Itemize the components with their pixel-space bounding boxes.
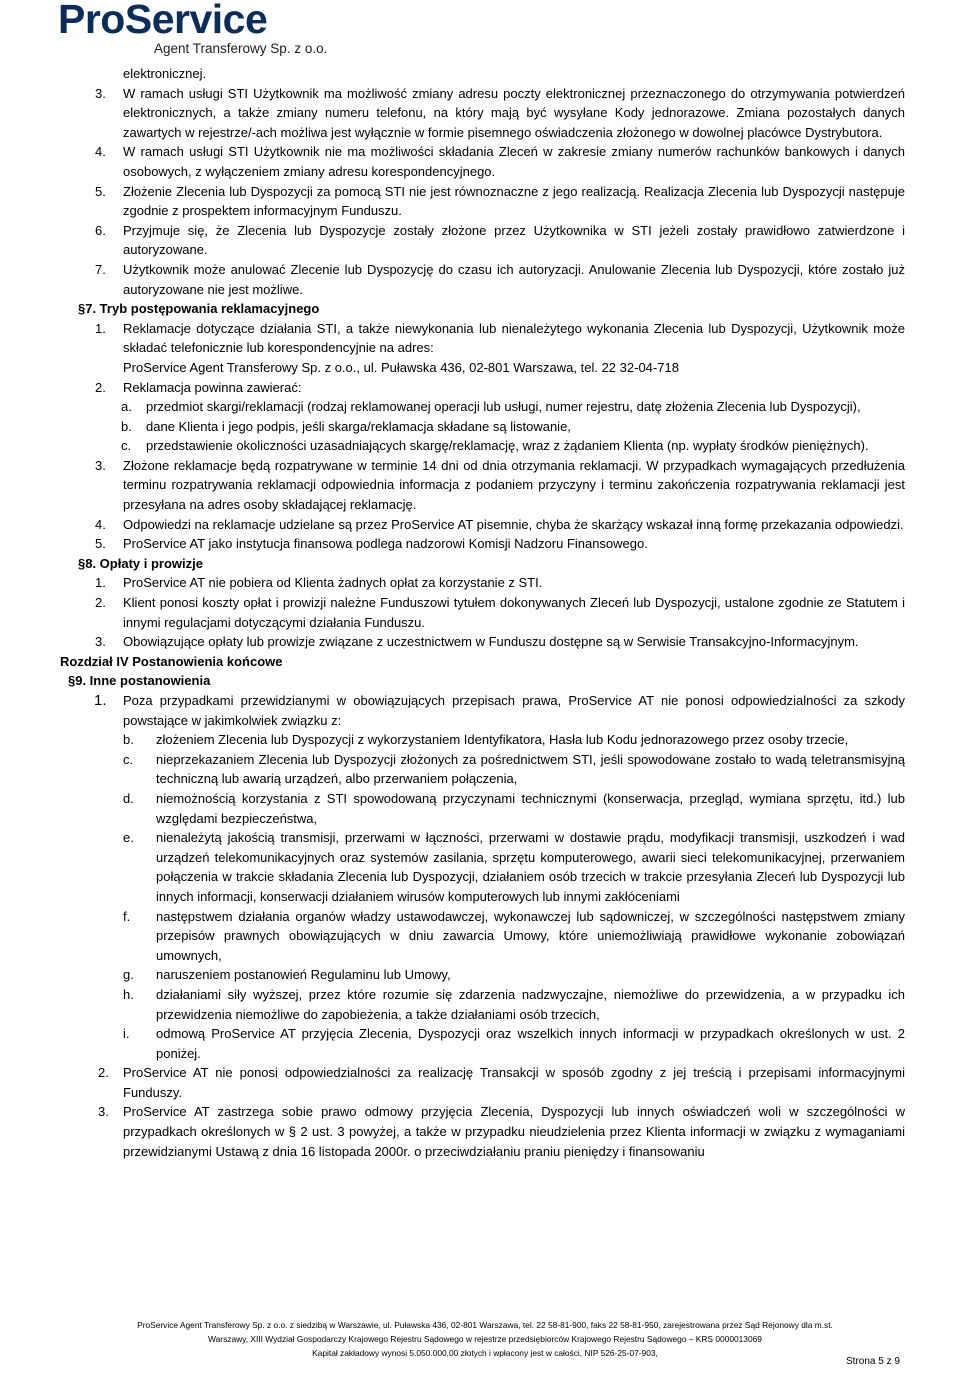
- item-text: Odpowiedzi na reklamacje udzielane są przez ProService AT pisemnie, chyba że skarżący wskazał inną formę przekazania odpowiedzi.: [123, 516, 904, 532]
- item-number: 3.: [95, 85, 106, 101]
- subitem-letter: b.: [121, 418, 132, 434]
- footer-registry-line: Warszawy, XIII Wydział Gospodarczy Krajowego Rejestru Sądowego w rejestrze przedsiębiorców Krajowego Rejestru Sądowego – KRS 0000013069: [208, 1334, 762, 1344]
- s8-item: [0, 632, 905, 652]
- item-text: Reklamacja powinna zawierać:: [123, 379, 302, 395]
- subitem-letter: b.: [123, 732, 134, 748]
- footer-capital-line: Kapitał zakładowy wynosi 5.050.000,00 złotych i wpłacony jest w całości, NIP 526-25-07-903,: [312, 1348, 658, 1358]
- s7-item: [0, 456, 905, 515]
- section-heading-8: §8. Opłaty i prowizje: [78, 555, 203, 571]
- s6-item: [0, 221, 905, 260]
- item-number: 1.: [95, 320, 106, 336]
- item-text: Użytkownik może anulować Zlecenie lub Dyspozycję do czasu ich autoryzacji. Anulowanie Zlecenia lub Dyspozycji, które zostało już autoryzowane nie jest możliwe.: [123, 261, 905, 297]
- subitem-letter: a.: [121, 399, 132, 415]
- s9-subitem: [0, 750, 905, 789]
- s7-item-2: [0, 378, 905, 398]
- subitem-text: dane Klienta i jego podpis, jeśli skarga/reklamacja składane są listowanie,: [146, 418, 571, 434]
- subitem-letter: i.: [123, 1026, 130, 1042]
- subitem-letter: d.: [123, 790, 134, 806]
- item-number: 4.: [95, 144, 106, 160]
- item-text: Klient ponosi koszty opłat i prowizji należne Funduszowi tytułem dokonywanych Zleceń lub Dyspozycji, ustalone zgodnie ze Statutem i innymi regulacjami dotyczącymi działania Funduszu.: [123, 595, 905, 630]
- s9-subitem: [0, 789, 905, 828]
- s7-item-1: [0, 319, 905, 378]
- subitem-text: naruszeniem postanowień Regulaminu lub Umowy,: [156, 967, 451, 983]
- item-text: W ramach usługi STI Użytkownik ma możliwość zmiany adresu poczty elektronicznej przeznaczonego do otrzymywania potwierdzeń elektronicznych, a także zmiany numeru telefonu, na który mają być wysyłane Kody jednorazowe. Zmiana pozostałych danych zawartych w rejestrze/-ach możliwa jest wyłącznie w formie pisemnego oświadczenia złożonego w dowolnej placówce Dystrybutora.: [123, 85, 905, 140]
- subitem-text: nienależytą jakością transmisji, przerwami w łączności, przerwami w dostawie prądu, modyfikacji transmisji, uszkodzeń i wad urządzeń telekomunikacyjnych oraz systemów zasilania, sprzętu komputerowego, awarii sieci telekomunikacyjnej, przerwaniem połączenia w trakcie składania Zlecenia lub Dyspozycji, działaniem osób trzecich w trakcie przesyłania Zleceń lub Dyspozycji lub innych informacji, konserwacji działaniem wirusów komputerowych lub innymi zakłóceniami: [156, 830, 905, 904]
- item-text: Reklamacje dotyczące działania STI, a także niewykonania lub nienależytego wykonania Zlecenia lub Dyspozycji, Użytkownik może składać telefonicznie lub korespondencyjnie na adres:: [123, 320, 905, 356]
- s9-subitem: [0, 828, 905, 906]
- subitem-text: odmową ProService AT przyjęcia Zlecenia, Dyspozycji oraz wszelkich innych informacji w przypadkach określonych w ust. 2 poniżej.: [156, 1026, 905, 1061]
- s7-subitem: [0, 436, 905, 456]
- subitem-text: niemożnością korzystania z STI spowodowaną przyczynami technicznymi (konserwacja, przegląd, wymiana sprzętu, itd.) lub względami bezpieczeństwa,: [156, 790, 905, 826]
- logo-wordmark: ProService: [58, 0, 268, 42]
- item-number: 5.: [95, 536, 106, 552]
- s9-item-1: [0, 691, 905, 730]
- item-number: 1.: [94, 692, 107, 709]
- item-text: ProService AT nie pobiera od Klienta żadnych opłat za korzystanie z STI.: [123, 575, 543, 591]
- item-number: 3.: [95, 634, 106, 650]
- company-logo: [58, 2, 358, 60]
- s8-item: [0, 593, 905, 632]
- s9-subitem: [0, 985, 905, 1024]
- item-text: Obowiązujące opłaty lub prowizje związane z uczestnictwem w Funduszu dostępne są w Serwisie Transakcyjno-Informacyjnym.: [123, 634, 859, 650]
- s6-item: [0, 84, 905, 143]
- subitem-text: przedmiot skargi/reklamacji (rodzaj reklamowanej operacji lub usługi, numer rejestru, datę złożenia Zlecenia lub Dyspozycji),: [146, 399, 861, 415]
- s9-subitem: [0, 907, 905, 966]
- s6-item: [0, 142, 905, 181]
- item-text: Poza przypadkami przewidzianymi w obowiązujących przepisach prawa, ProService AT nie ponosi odpowiedzialności za szkody powstające w jakimkolwiek związku z:: [123, 693, 905, 728]
- item-number: 2.: [98, 1065, 109, 1081]
- subitem-letter: c.: [123, 751, 134, 767]
- item-text: Złożone reklamacje będą rozpatrywane w terminie 14 dni od dnia otrzymania reklamacji. W przypadkach wymagających przedłużenia terminu rozpatrywania reklamacji odpowiednia informacja z podaniem przyczyny i terminu zakończenia rozpatrywania reklamacji jest przesyłana na adres osoby składającej reklamację.: [123, 457, 905, 513]
- s9-item-3: [0, 1102, 905, 1161]
- item-number: 4.: [95, 516, 106, 532]
- document-body: [0, 64, 960, 1161]
- s7-subitem: [0, 397, 905, 417]
- subitem-text: przedstawienie okoliczności uzasadniających skargę/reklamację, wraz z żądaniem Klienta (np. wypłaty środków pieniężnych).: [146, 438, 869, 454]
- subitem-letter: e.: [123, 830, 134, 846]
- s9-subitem: [0, 1024, 905, 1063]
- page-number: Strona 5 z 9: [846, 1356, 900, 1367]
- logo-subtitle: Agent Transferowy Sp. z o.o.: [154, 41, 328, 56]
- s9-item-2: [0, 1063, 905, 1102]
- s7-subitem: [0, 417, 905, 437]
- s6-item: [0, 182, 905, 221]
- item-text: W ramach usługi STI Użytkownik nie ma możliwości składania Zleceń w zakresie zmiany numerów rachunków bankowych i danych osobowych, z wyłączeniem zmiany adresu korespondencyjnego.: [123, 144, 905, 179]
- item-text: ProService AT nie ponosi odpowiedzialności za realizację Transakcji w sposób zgodny z jej treścią i przepisami informacyjnymi Funduszy.: [123, 1065, 905, 1100]
- complaint-address: ProService Agent Transferowy Sp. z o.o., ul. Puławska 436, 02-801 Warszawa, tel. 22 32-04-718: [123, 359, 679, 375]
- subitem-letter: h.: [123, 986, 134, 1002]
- subitem-letter: f.: [123, 908, 131, 924]
- continuation-text: [0, 64, 905, 84]
- item-number: 3.: [95, 457, 106, 473]
- section-heading-9: §9. Inne postanowienia: [68, 673, 211, 689]
- section-heading-7: §7. Tryb postępowania reklamacyjnego: [78, 301, 320, 317]
- item-number: 1.: [95, 575, 106, 591]
- s7-item: [0, 515, 905, 535]
- item-text: ProService AT jako instytucja finansowa podlega nadzorowi Komisji Nadzoru Finansowego.: [123, 536, 648, 552]
- s8-item: [0, 573, 905, 593]
- s6-item: [0, 260, 905, 299]
- item-number: 5.: [95, 183, 106, 199]
- subitem-letter: g.: [123, 967, 134, 983]
- item-text: Przyjmuje się, że Zlecenia lub Dyspozycje zostały złożone przez Użytkownika w STI jeżeli zostały prawidłowo zatwierdzone i autoryzowane.: [123, 222, 905, 258]
- page-footer: [60, 1318, 910, 1360]
- item-number: 2.: [95, 379, 106, 395]
- subitem-text: działaniami siły wyższej, przez które rozumie się zdarzenia nadzwyczajne, niemożliwe do przewidzenia, a w przypadku ich przewidzenia niemożliwe do zapobieżenia, a także działaniami osób trzecich,: [156, 986, 905, 1022]
- item-number: 3.: [98, 1104, 109, 1120]
- subitem-letter: c.: [121, 438, 132, 454]
- item-text: ProService AT zastrzega sobie prawo odmowy przyjęcia Zlecenia, Dyspozycji lub innych oświadczeń woli w szczególności w przypadkach określonych w § 2 ust. 3 powyżej, a także w przypadku nieudzielenia przez Klienta informacji w związku z wymaganiami przewidzianymi Ustawą z dnia 16 listopada 2000r. o przeciwdziałaniu praniu pieniędzy i finansowaniu: [123, 1104, 905, 1159]
- s9-subitem: [0, 965, 905, 985]
- item-text: Złożenie Zlecenia lub Dyspozycji za pomocą STI nie jest równoznaczne z jego realizacją. Realizacja Zlecenia lub Dyspozycji następuje zgodnie z prospektem informacyjnym Funduszu.: [123, 183, 905, 219]
- subitem-text: nieprzekazaniem Zlecenia lub Dyspozycji złożonych za pośrednictwem STI, jeśli spowodowane zostało to wadą teletransmisyjną techniczną lub awarią urządzeń, albo przerwaniem połączenia,: [156, 751, 905, 787]
- paragraph-text: elektronicznej.: [123, 66, 207, 81]
- footer-company-line: ProService Agent Transferowy Sp. z o.o. z siedzibą w Warszawie, ul. Puławska 436, 02-801 Warszawa, tel. 22 58-81-900, faks 22 58-81-950, zarejestrowana przez Sąd Rejonowy dla m.st.: [137, 1320, 833, 1330]
- item-number: 2.: [95, 595, 106, 611]
- subitem-text: następstwem działania organów władzy ustawodawczej, wykonawczej lub sądowniczej, w szczególności następstwem zmiany przepisów prawnych obowiązujących w dniu zawarcia Umowy, które uniemożliwiają prawidłowe wykonanie zobowiązań umownych,: [156, 908, 905, 963]
- item-number: 7.: [95, 261, 106, 277]
- s9-subitem: [0, 730, 905, 750]
- s7-item: [0, 534, 905, 554]
- chapter-heading: Rozdział IV Postanowienia końcowe: [60, 653, 283, 669]
- item-number: 6.: [95, 222, 106, 238]
- subitem-text: złożeniem Zlecenia lub Dyspozycji z wykorzystaniem Identyfikatora, Hasła lub Kodu jednorazowego przez osoby trzecie,: [156, 732, 849, 748]
